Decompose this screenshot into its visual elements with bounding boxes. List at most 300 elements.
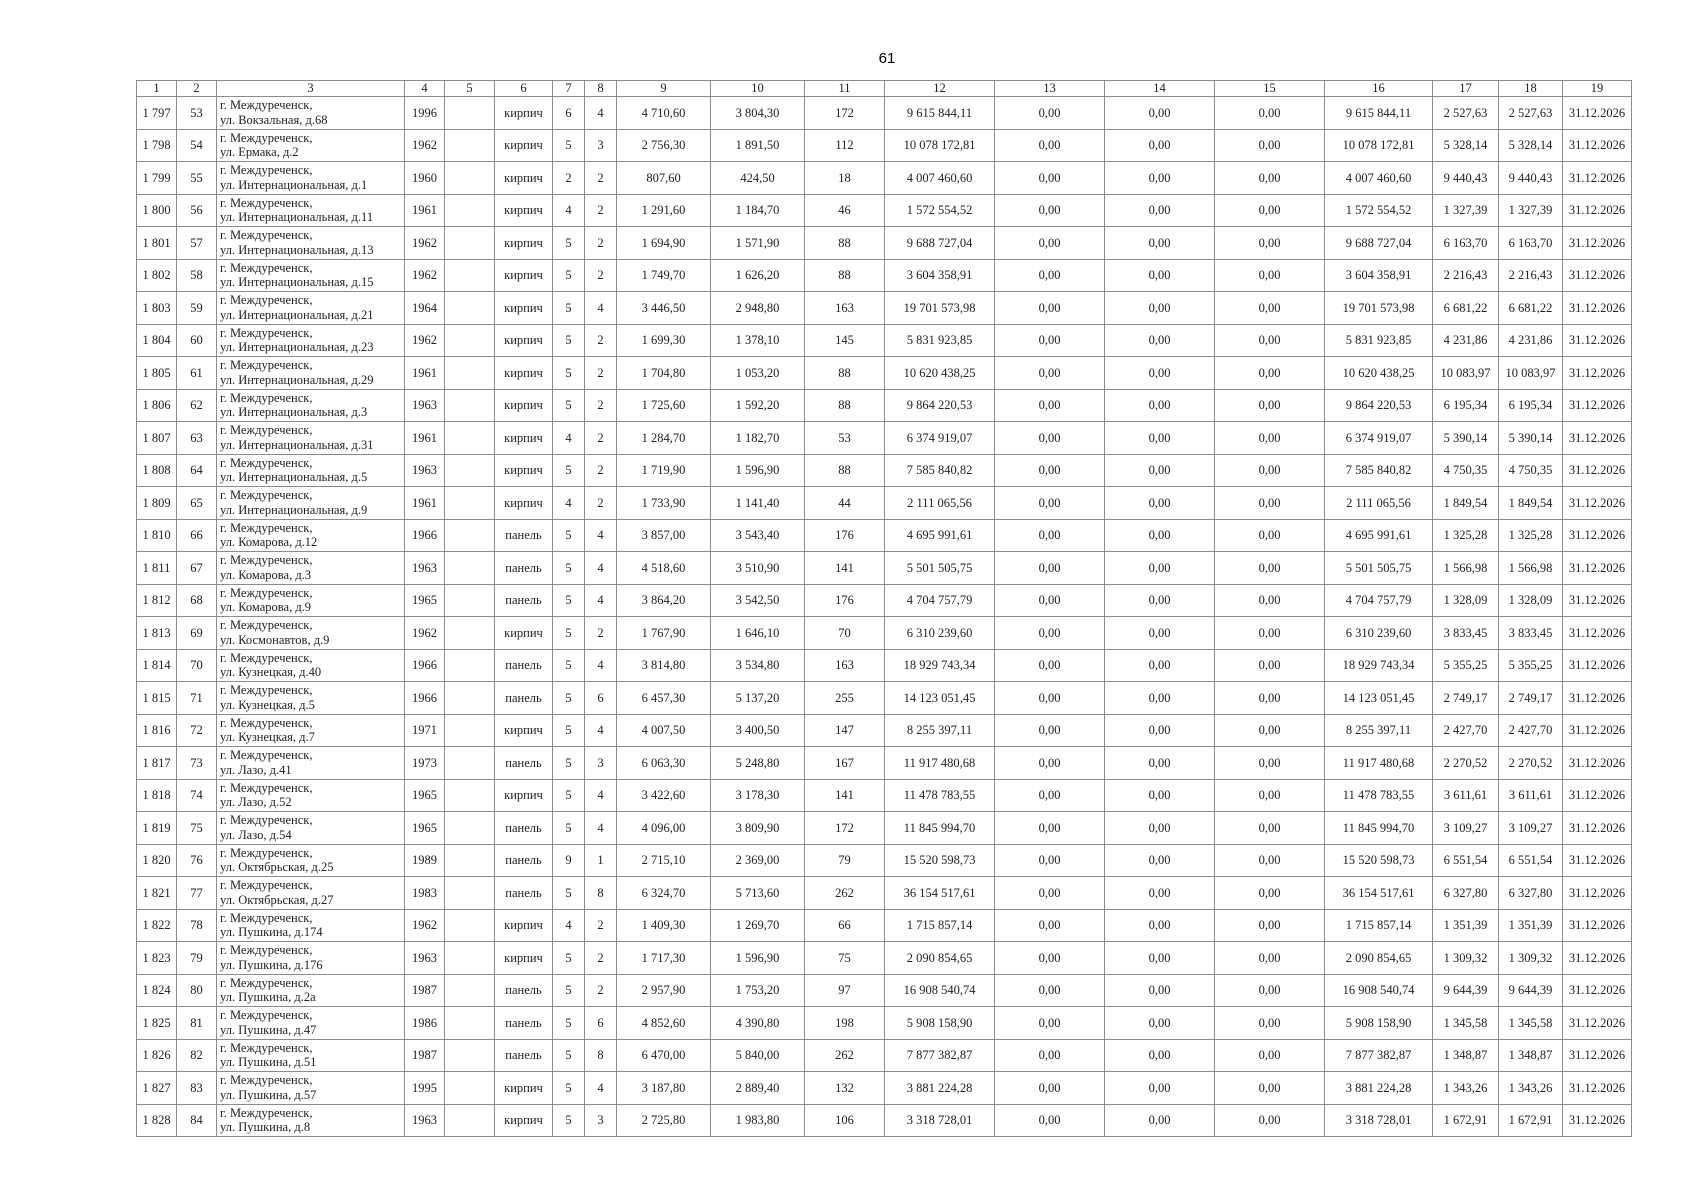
cell-col-10: 1 592,20	[711, 389, 805, 422]
cell-col-1: 1 817	[137, 747, 177, 780]
cell-col-2: 60	[177, 324, 217, 357]
cell-col-10: 1 182,70	[711, 422, 805, 455]
cell-col-2: 69	[177, 617, 217, 650]
cell-col-2: 72	[177, 714, 217, 747]
cell-col-18: 1 345,58	[1499, 1007, 1563, 1040]
cell-col-13: 0,00	[995, 1072, 1105, 1105]
cell-col-16: 4 007 460,60	[1325, 162, 1433, 195]
cell-col-10: 3 543,40	[711, 519, 805, 552]
cell-col-12: 11 478 783,55	[885, 779, 995, 812]
cell-col-9: 1 719,90	[617, 454, 711, 487]
cell-col-10: 1 983,80	[711, 1104, 805, 1137]
cell-col-2: 58	[177, 259, 217, 292]
cell-col-7: 5	[553, 747, 585, 780]
cell-col-2: 83	[177, 1072, 217, 1105]
cell-col-7: 4	[553, 194, 585, 227]
cell-col-10: 1 753,20	[711, 974, 805, 1007]
cell-col-7: 2	[553, 162, 585, 195]
address-city: г. Междуреченск,	[220, 130, 313, 145]
cell-col-13: 0,00	[995, 682, 1105, 715]
address-cell	[217, 422, 405, 455]
cell-col-11: 79	[805, 844, 885, 877]
address-city: г. Междуреченск,	[220, 325, 313, 340]
cell-col-15: 0,00	[1215, 584, 1325, 617]
cell-col-18: 1 348,87	[1499, 1039, 1563, 1072]
cell-col-6: панель	[495, 649, 553, 682]
cell-col-4: 1966	[405, 682, 445, 715]
cell-col-8: 2	[585, 974, 617, 1007]
table-row	[137, 129, 1632, 162]
cell-col-6: панель	[495, 747, 553, 780]
cell-col-1: 1 824	[137, 974, 177, 1007]
cell-col-18: 1 328,09	[1499, 584, 1563, 617]
cell-col-11: 132	[805, 1072, 885, 1105]
cell-col-2: 76	[177, 844, 217, 877]
cell-col-8: 4	[585, 714, 617, 747]
cell-col-13: 0,00	[995, 97, 1105, 130]
table-row	[137, 812, 1632, 845]
cell-col-14: 0,00	[1105, 617, 1215, 650]
cell-col-6: панель	[495, 552, 553, 585]
cell-col-7: 5	[553, 227, 585, 260]
cell-col-6: кирпич	[495, 617, 553, 650]
cell-col-16: 6 310 239,60	[1325, 617, 1433, 650]
cell-col-4: 1961	[405, 194, 445, 227]
cell-col-14: 0,00	[1105, 974, 1215, 1007]
address-cell	[217, 682, 405, 715]
cell-col-18: 10 083,97	[1499, 357, 1563, 390]
cell-col-1: 1 798	[137, 129, 177, 162]
cell-col-19: 31.12.2026	[1563, 812, 1632, 845]
cell-col-14: 0,00	[1105, 422, 1215, 455]
cell-col-8: 2	[585, 909, 617, 942]
cell-col-18: 1 672,91	[1499, 1104, 1563, 1137]
address-cell	[217, 974, 405, 1007]
cell-col-8: 4	[585, 812, 617, 845]
cell-col-11: 88	[805, 454, 885, 487]
address-street: ул. Интернациональная, д.13	[220, 242, 374, 257]
column-header-18: 18	[1499, 81, 1563, 97]
cell-col-18: 5 390,14	[1499, 422, 1563, 455]
cell-col-10: 1 053,20	[711, 357, 805, 390]
cell-col-18: 2 270,52	[1499, 747, 1563, 780]
cell-col-9: 807,60	[617, 162, 711, 195]
cell-col-17: 3 109,27	[1433, 812, 1499, 845]
cell-col-17: 3 611,61	[1433, 779, 1499, 812]
cell-col-15: 0,00	[1215, 1104, 1325, 1137]
cell-col-10: 5 840,00	[711, 1039, 805, 1072]
cell-col-5	[445, 714, 495, 747]
cell-col-14: 0,00	[1105, 454, 1215, 487]
cell-col-9: 1 733,90	[617, 487, 711, 520]
cell-col-4: 1962	[405, 129, 445, 162]
cell-col-19: 31.12.2026	[1563, 97, 1632, 130]
cell-col-4: 1964	[405, 292, 445, 325]
cell-col-7: 5	[553, 1104, 585, 1137]
cell-col-1: 1 811	[137, 552, 177, 585]
table-row	[137, 682, 1632, 715]
column-header-19: 19	[1563, 81, 1632, 97]
cell-col-15: 0,00	[1215, 909, 1325, 942]
cell-col-11: 145	[805, 324, 885, 357]
cell-col-8: 4	[585, 779, 617, 812]
cell-col-9: 2 725,80	[617, 1104, 711, 1137]
cell-col-8: 2	[585, 487, 617, 520]
cell-col-17: 6 551,54	[1433, 844, 1499, 877]
cell-col-4: 1960	[405, 162, 445, 195]
cell-col-14: 0,00	[1105, 877, 1215, 910]
cell-col-7: 5	[553, 779, 585, 812]
address-cell	[217, 259, 405, 292]
cell-col-4: 1983	[405, 877, 445, 910]
cell-col-4: 1962	[405, 617, 445, 650]
cell-col-4: 1962	[405, 909, 445, 942]
cell-col-6: кирпич	[495, 259, 553, 292]
column-header-6: 6	[495, 81, 553, 97]
cell-col-8: 2	[585, 357, 617, 390]
cell-col-9: 6 470,00	[617, 1039, 711, 1072]
address-cell	[217, 194, 405, 227]
cell-col-5	[445, 779, 495, 812]
address-city: г. Междуреченск,	[220, 1040, 313, 1055]
address-city: г. Междуреченск,	[220, 195, 313, 210]
cell-col-12: 7 877 382,87	[885, 1039, 995, 1072]
cell-col-10: 3 400,50	[711, 714, 805, 747]
cell-col-5	[445, 487, 495, 520]
cell-col-7: 5	[553, 714, 585, 747]
cell-col-11: 88	[805, 227, 885, 260]
cell-col-9: 6 457,30	[617, 682, 711, 715]
cell-col-2: 68	[177, 584, 217, 617]
cell-col-4: 1973	[405, 747, 445, 780]
address-street: ул. Комарова, д.9	[220, 600, 312, 615]
address-street: ул. Интернациональная, д.1	[220, 177, 368, 192]
cell-col-10: 2 369,00	[711, 844, 805, 877]
cell-col-10: 2 948,80	[711, 292, 805, 325]
cell-col-14: 0,00	[1105, 844, 1215, 877]
cell-col-19: 31.12.2026	[1563, 747, 1632, 780]
cell-col-14: 0,00	[1105, 1072, 1215, 1105]
cell-col-2: 84	[177, 1104, 217, 1137]
cell-col-12: 1 572 554,52	[885, 194, 995, 227]
cell-col-18: 6 681,22	[1499, 292, 1563, 325]
cell-col-7: 5	[553, 584, 585, 617]
cell-col-4: 1961	[405, 422, 445, 455]
cell-col-14: 0,00	[1105, 194, 1215, 227]
cell-col-6: панель	[495, 1007, 553, 1040]
cell-col-5	[445, 584, 495, 617]
address-street: ул. Пушкина, д.47	[220, 1022, 317, 1037]
cell-col-7: 5	[553, 1007, 585, 1040]
cell-col-7: 6	[553, 97, 585, 130]
cell-col-9: 3 187,80	[617, 1072, 711, 1105]
address-street: ул. Интернациональная, д.31	[220, 437, 374, 452]
cell-col-19: 31.12.2026	[1563, 649, 1632, 682]
cell-col-15: 0,00	[1215, 1007, 1325, 1040]
cell-col-12: 18 929 743,34	[885, 649, 995, 682]
address-city: г. Междуреченск,	[220, 98, 313, 113]
cell-col-5	[445, 617, 495, 650]
table-row	[137, 1072, 1632, 1105]
cell-col-15: 0,00	[1215, 844, 1325, 877]
cell-col-18: 4 750,35	[1499, 454, 1563, 487]
cell-col-8: 4	[585, 584, 617, 617]
cell-col-6: кирпич	[495, 389, 553, 422]
address-city: г. Междуреченск,	[220, 618, 313, 633]
column-header-4: 4	[405, 81, 445, 97]
cell-col-1: 1 828	[137, 1104, 177, 1137]
cell-col-6: кирпич	[495, 292, 553, 325]
cell-col-13: 0,00	[995, 1007, 1105, 1040]
cell-col-14: 0,00	[1105, 97, 1215, 130]
cell-col-4: 1986	[405, 1007, 445, 1040]
cell-col-12: 3 604 358,91	[885, 259, 995, 292]
cell-col-5	[445, 519, 495, 552]
cell-col-18: 3 611,61	[1499, 779, 1563, 812]
cell-col-17: 9 440,43	[1433, 162, 1499, 195]
address-street: ул. Интернациональная, д.29	[220, 372, 374, 387]
cell-col-15: 0,00	[1215, 422, 1325, 455]
cell-col-13: 0,00	[995, 747, 1105, 780]
cell-col-10: 1 269,70	[711, 909, 805, 942]
cell-col-19: 31.12.2026	[1563, 1072, 1632, 1105]
cell-col-17: 1 343,26	[1433, 1072, 1499, 1105]
cell-col-9: 2 715,10	[617, 844, 711, 877]
cell-col-15: 0,00	[1215, 487, 1325, 520]
cell-col-7: 9	[553, 844, 585, 877]
cell-col-1: 1 801	[137, 227, 177, 260]
cell-col-1: 1 823	[137, 942, 177, 975]
cell-col-13: 0,00	[995, 422, 1105, 455]
cell-col-15: 0,00	[1215, 357, 1325, 390]
cell-col-14: 0,00	[1105, 714, 1215, 747]
cell-col-14: 0,00	[1105, 812, 1215, 845]
cell-col-7: 5	[553, 259, 585, 292]
cell-col-13: 0,00	[995, 129, 1105, 162]
cell-col-18: 3 109,27	[1499, 812, 1563, 845]
cell-col-6: кирпич	[495, 779, 553, 812]
cell-col-13: 0,00	[995, 552, 1105, 585]
cell-col-1: 1 821	[137, 877, 177, 910]
cell-col-13: 0,00	[995, 1104, 1105, 1137]
cell-col-14: 0,00	[1105, 584, 1215, 617]
address-cell	[217, 227, 405, 260]
cell-col-19: 31.12.2026	[1563, 1104, 1632, 1137]
cell-col-1: 1 825	[137, 1007, 177, 1040]
address-city: г. Междуреченск,	[220, 260, 313, 275]
cell-col-5	[445, 162, 495, 195]
address-street: ул. Лазо, д.41	[220, 762, 292, 777]
cell-col-2: 78	[177, 909, 217, 942]
cell-col-2: 71	[177, 682, 217, 715]
cell-col-6: кирпич	[495, 487, 553, 520]
cell-col-11: 88	[805, 389, 885, 422]
cell-col-12: 9 615 844,11	[885, 97, 995, 130]
cell-col-8: 2	[585, 422, 617, 455]
cell-col-6: панель	[495, 519, 553, 552]
cell-col-13: 0,00	[995, 194, 1105, 227]
address-cell	[217, 877, 405, 910]
cell-col-8: 3	[585, 1104, 617, 1137]
column-header-17: 17	[1433, 81, 1499, 97]
cell-col-15: 0,00	[1215, 519, 1325, 552]
cell-col-13: 0,00	[995, 324, 1105, 357]
cell-col-7: 4	[553, 487, 585, 520]
cell-col-11: 172	[805, 97, 885, 130]
address-cell	[217, 292, 405, 325]
cell-col-12: 9 864 220,53	[885, 389, 995, 422]
cell-col-5	[445, 1007, 495, 1040]
column-header-5: 5	[445, 81, 495, 97]
cell-col-8: 3	[585, 129, 617, 162]
cell-col-17: 3 833,45	[1433, 617, 1499, 650]
table-row	[137, 454, 1632, 487]
address-city: г. Междуреченск,	[220, 845, 313, 860]
cell-col-10: 3 178,30	[711, 779, 805, 812]
address-street: ул. Ермака, д.2	[220, 145, 299, 160]
cell-col-7: 5	[553, 519, 585, 552]
cell-col-10: 1 378,10	[711, 324, 805, 357]
address-city: г. Междуреченск,	[220, 878, 313, 893]
address-cell	[217, 162, 405, 195]
cell-col-19: 31.12.2026	[1563, 454, 1632, 487]
cell-col-15: 0,00	[1215, 682, 1325, 715]
cell-col-1: 1 797	[137, 97, 177, 130]
cell-col-11: 172	[805, 812, 885, 845]
cell-col-8: 2	[585, 324, 617, 357]
table-row	[137, 162, 1632, 195]
table-row	[137, 259, 1632, 292]
address-cell	[217, 552, 405, 585]
cell-col-17: 5 355,25	[1433, 649, 1499, 682]
cell-col-9: 4 518,60	[617, 552, 711, 585]
cell-col-6: кирпич	[495, 909, 553, 942]
cell-col-19: 31.12.2026	[1563, 324, 1632, 357]
address-city: г. Междуреченск,	[220, 910, 313, 925]
cell-col-17: 10 083,97	[1433, 357, 1499, 390]
cell-col-4: 1996	[405, 97, 445, 130]
cell-col-2: 66	[177, 519, 217, 552]
address-cell	[217, 584, 405, 617]
cell-col-19: 31.12.2026	[1563, 779, 1632, 812]
cell-col-13: 0,00	[995, 454, 1105, 487]
cell-col-14: 0,00	[1105, 1104, 1215, 1137]
address-city: г. Междуреченск,	[220, 943, 313, 958]
cell-col-1: 1 826	[137, 1039, 177, 1072]
cell-col-12: 2 111 065,56	[885, 487, 995, 520]
cell-col-13: 0,00	[995, 389, 1105, 422]
cell-col-19: 31.12.2026	[1563, 617, 1632, 650]
cell-col-16: 9 688 727,04	[1325, 227, 1433, 260]
cell-col-15: 0,00	[1215, 129, 1325, 162]
address-city: г. Междуреченск,	[220, 683, 313, 698]
cell-col-1: 1 822	[137, 909, 177, 942]
cell-col-16: 5 831 923,85	[1325, 324, 1433, 357]
cell-col-1: 1 827	[137, 1072, 177, 1105]
page-number: 61	[878, 50, 896, 67]
cell-col-13: 0,00	[995, 357, 1105, 390]
table-row	[137, 649, 1632, 682]
column-header-2: 2	[177, 81, 217, 97]
cell-col-2: 67	[177, 552, 217, 585]
cell-col-16: 16 908 540,74	[1325, 974, 1433, 1007]
cell-col-16: 9 615 844,11	[1325, 97, 1433, 130]
cell-col-11: 70	[805, 617, 885, 650]
cell-col-8: 6	[585, 1007, 617, 1040]
cell-col-11: 18	[805, 162, 885, 195]
cell-col-13: 0,00	[995, 162, 1105, 195]
cell-col-11: 66	[805, 909, 885, 942]
cell-col-13: 0,00	[995, 487, 1105, 520]
cell-col-12: 11 845 994,70	[885, 812, 995, 845]
cell-col-1: 1 812	[137, 584, 177, 617]
cell-col-10: 5 137,20	[711, 682, 805, 715]
cell-col-15: 0,00	[1215, 974, 1325, 1007]
cell-col-13: 0,00	[995, 227, 1105, 260]
cell-col-18: 9 440,43	[1499, 162, 1563, 195]
cell-col-15: 0,00	[1215, 194, 1325, 227]
cell-col-17: 2 527,63	[1433, 97, 1499, 130]
cell-col-5	[445, 259, 495, 292]
address-city: г. Междуреченск,	[220, 813, 313, 828]
cell-col-6: панель	[495, 1039, 553, 1072]
cell-col-14: 0,00	[1105, 357, 1215, 390]
address-street: ул. Лазо, д.54	[220, 827, 292, 842]
address-cell	[217, 129, 405, 162]
table-row	[137, 779, 1632, 812]
cell-col-16: 10 078 172,81	[1325, 129, 1433, 162]
cell-col-17: 1 327,39	[1433, 194, 1499, 227]
cell-col-16: 1 572 554,52	[1325, 194, 1433, 227]
cell-col-14: 0,00	[1105, 1007, 1215, 1040]
cell-col-2: 61	[177, 357, 217, 390]
address-cell	[217, 357, 405, 390]
address-street: ул. Интернациональная, д.9	[220, 502, 368, 517]
column-header-14: 14	[1105, 81, 1215, 97]
cell-col-16: 4 695 991,61	[1325, 519, 1433, 552]
address-cell	[217, 97, 405, 130]
cell-col-12: 36 154 517,61	[885, 877, 995, 910]
cell-col-15: 0,00	[1215, 552, 1325, 585]
address-city: г. Междуреченск,	[220, 585, 313, 600]
column-header-13: 13	[995, 81, 1105, 97]
cell-col-15: 0,00	[1215, 747, 1325, 780]
cell-col-1: 1 818	[137, 779, 177, 812]
cell-col-18: 3 833,45	[1499, 617, 1563, 650]
cell-col-12: 11 917 480,68	[885, 747, 995, 780]
address-cell	[217, 942, 405, 975]
address-city: г. Междуреченск,	[220, 488, 313, 503]
address-city: г. Междуреченск,	[220, 748, 313, 763]
address-street: ул. Интернациональная, д.21	[220, 307, 374, 322]
cell-col-7: 4	[553, 422, 585, 455]
cell-col-17: 4 231,86	[1433, 324, 1499, 357]
address-street: ул. Пушкина, д.57	[220, 1087, 317, 1102]
cell-col-15: 0,00	[1215, 649, 1325, 682]
cell-col-1: 1 802	[137, 259, 177, 292]
cell-col-4: 1987	[405, 974, 445, 1007]
cell-col-15: 0,00	[1215, 617, 1325, 650]
cell-col-7: 5	[553, 454, 585, 487]
cell-col-7: 5	[553, 617, 585, 650]
cell-col-13: 0,00	[995, 519, 1105, 552]
cell-col-14: 0,00	[1105, 292, 1215, 325]
cell-col-9: 1 284,70	[617, 422, 711, 455]
cell-col-18: 9 644,39	[1499, 974, 1563, 1007]
cell-col-8: 3	[585, 747, 617, 780]
cell-col-11: 88	[805, 259, 885, 292]
cell-col-4: 1966	[405, 649, 445, 682]
